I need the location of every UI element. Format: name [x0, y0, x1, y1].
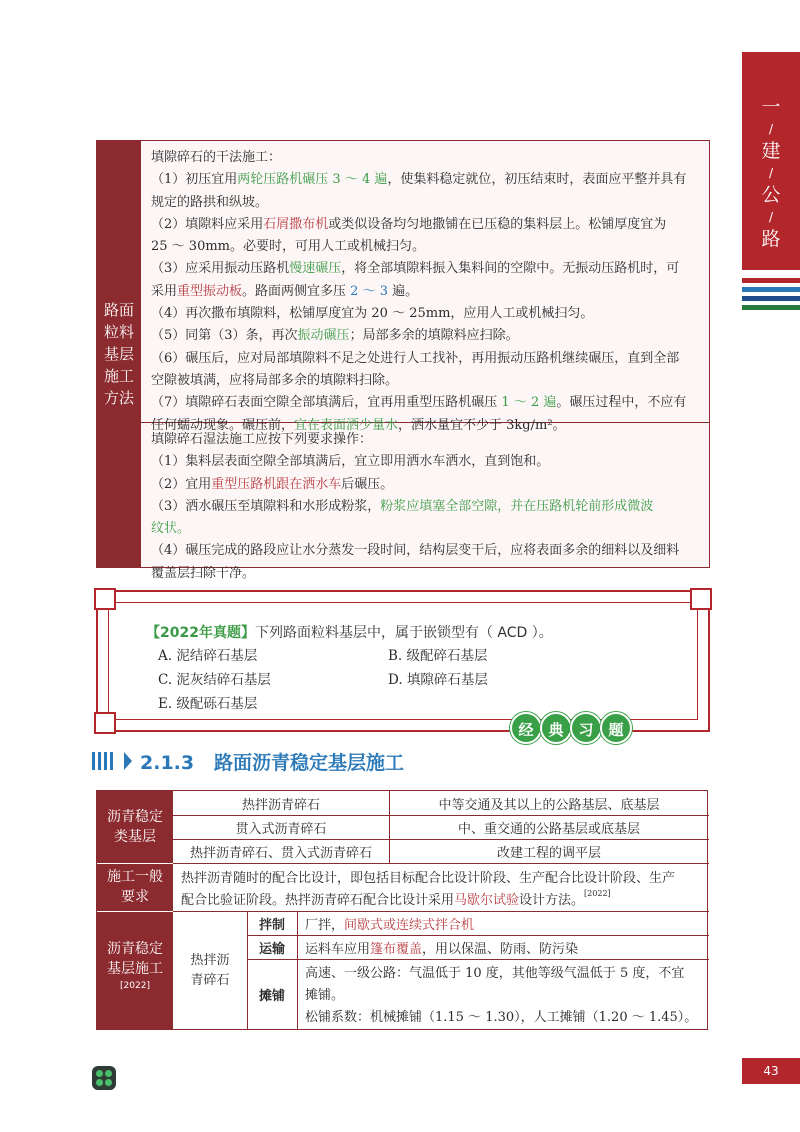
table-cell: 中等交通及其以上的公路基层、底基层 [438, 798, 660, 813]
table-cell: 厂拌，间歇式或连续式拌合机 [305, 918, 475, 933]
text-line: （1）初压宜用两轮压路机碾压 3 ～ 4 遍，使集料稳定就位，初压结束时，表面应平整并具有 [151, 172, 687, 188]
badge-char: 题 [600, 712, 632, 744]
table-cell: 中、重交通的公路基层或底基层 [457, 822, 640, 837]
table-cell: 热拌沥 青碎石 [190, 953, 230, 988]
text-line: （7）填隙碎石表面空隙全部填满后，宜再用重型压路机碾压 1 ～ 2 遍。碾压过程中，不应有 [151, 395, 687, 411]
table-cell: 改建工程的调平层 [496, 846, 601, 861]
table-cell: 运料车应用篷布覆盖，用以保温、防雨、防污染 [305, 942, 579, 957]
section-heading: 2.1.3 路面沥青稳定基层施工 [140, 752, 404, 774]
text-line: 覆盖层扫除干净。 [151, 565, 256, 581]
text-line: （2）填隙料应采用石屑撒布机或类似设备均匀地撒铺在已压稳的集料层上。松铺厚度宜为 [151, 216, 667, 232]
base-construction-method-table [96, 140, 710, 581]
stripe [742, 305, 800, 310]
text-line: （2）宜用重型压路机跟在洒水车后碾压。 [151, 476, 394, 492]
row-label: 施工一般 要求 [97, 863, 173, 911]
exercise-option: B. 级配碎石基层 [388, 648, 488, 664]
chapter-side-tab: 一 / 建 / 公 / 路 [742, 52, 800, 270]
text-line: 空隙被填满，应将局部多余的填隙料扫除。 [151, 372, 399, 388]
badge-char: 经 [510, 712, 542, 744]
table-cell: 热拌沥青随时的配合比设计，即包括目标配合比设计阶段、生产配合比设计阶段、生产 [181, 871, 676, 886]
text-line: （6）碾压后，应对局部填隙料不足之处进行人工找补，再用振动压路机继续碾压，直到全部 [151, 350, 680, 366]
corner-ornament [690, 588, 712, 610]
table-cell: 热拌沥青碎石、贯入式沥青碎石 [189, 846, 372, 861]
badge-char: 典 [540, 712, 572, 744]
asphalt-base-table [96, 790, 708, 1030]
row-label: 沥青稳定 基层施工 [2022] [97, 911, 173, 1029]
text-line: 纹状。 [151, 521, 191, 537]
corner-ornament [94, 712, 116, 734]
text-line: 25 ～ 30mm。必要时，可用人工或机械扫匀。 [151, 239, 426, 255]
exercise-option: E. 级配砾石基层 [158, 696, 258, 712]
dry-method-section [141, 141, 710, 433]
text-line: （3）应采用振动压路机慢速碾压，将全部填隙料振入集料间的空隙中。无振动压路机时，可 [151, 261, 680, 277]
table-row-label: 路面 粒料 基层 施工 方法 [97, 141, 141, 567]
exercise-question: 【2022年真题】下列路面粒料基层中，属于嵌锁型有（ ACD ）。 [146, 625, 553, 641]
table-cell: 摊铺。 [305, 988, 345, 1003]
stripe [742, 278, 800, 283]
table-cell: 松铺系数：机械摊铺（1.15 ～ 1.30），人工摊铺（1.20 ～ 1.45）。 [305, 1010, 698, 1025]
side-tab-char: 建 [761, 140, 781, 162]
side-tab-char: 路 [761, 228, 781, 250]
step-name: 运输 [258, 942, 285, 957]
exercise-option: D. 填隙碎石基层 [388, 672, 488, 688]
wet-method-section [141, 423, 710, 581]
classic-exercise-box [96, 590, 710, 732]
table-cell: 热拌沥青碎石 [241, 798, 320, 813]
table-cell: 高速、一级公路：气温低于 10 度，其他等级气温低于 5 度，不宜 [305, 966, 685, 981]
dry-heading: 填隙碎石的干法施工： [151, 150, 282, 165]
side-tab-char: 一 [761, 96, 781, 118]
side-tab-char: 公 [761, 184, 781, 206]
badge-char: 习 [570, 712, 602, 744]
text-line: （1）集料层表面空隙全部填满后，宜立即用洒水车洒水，直到饱和。 [151, 454, 550, 470]
text-line: 规定的路拱和纵坡。 [151, 194, 269, 210]
corner-ornament [94, 588, 116, 610]
stripe [742, 287, 800, 292]
stripe [742, 296, 800, 301]
exercise-option: A. 泥结碎石基层 [158, 648, 258, 664]
step-name: 拌制 [258, 918, 285, 933]
text-line: （4）再次撒布填隙料，松铺厚度宜为 20 ～ 25mm，应用人工或机械扫匀。 [151, 306, 594, 322]
text-line: （4）碾压完成的路段应让水分蒸发一段时间，结构层变干后，应将表面多余的细料以及细料 [151, 543, 680, 559]
step-name: 摊铺 [258, 989, 285, 1004]
page-number: 43 [742, 1058, 800, 1084]
side-stripes [742, 278, 800, 314]
wet-heading: 填隙碎石湿法施工应按下列要求操作： [151, 432, 373, 447]
row-label: 沥青稳定 类基层 [97, 791, 173, 863]
table-cell: 配合比验证阶段。热拌沥青碎石配合比设计采用马歇尔试验设计方法。[2022] [181, 889, 611, 908]
section-arrow-icon [124, 752, 132, 770]
text-line: （5）同第（3）条，再次振动碾压；局部多余的填隙料应扫除。 [151, 328, 519, 344]
text-line: 采用重型振动板。路面两侧宜多压 2 ～ 3 遍。 [151, 283, 419, 299]
text-line: （3）洒水碾压至填隙料和水形成粉浆，粉浆应填塞全部空隙，并在压路机轮前形成微波 [151, 498, 654, 514]
exercise-option: C. 泥灰结碎石基层 [158, 672, 271, 688]
text-line: 任何蠕动现象。碾压前，宜在表面洒少量水，洒水量宜不少于 3kg/m²。 [151, 417, 566, 433]
table-cell: 贯入式沥青碎石 [235, 822, 327, 837]
app-logo-icon [92, 1066, 116, 1090]
